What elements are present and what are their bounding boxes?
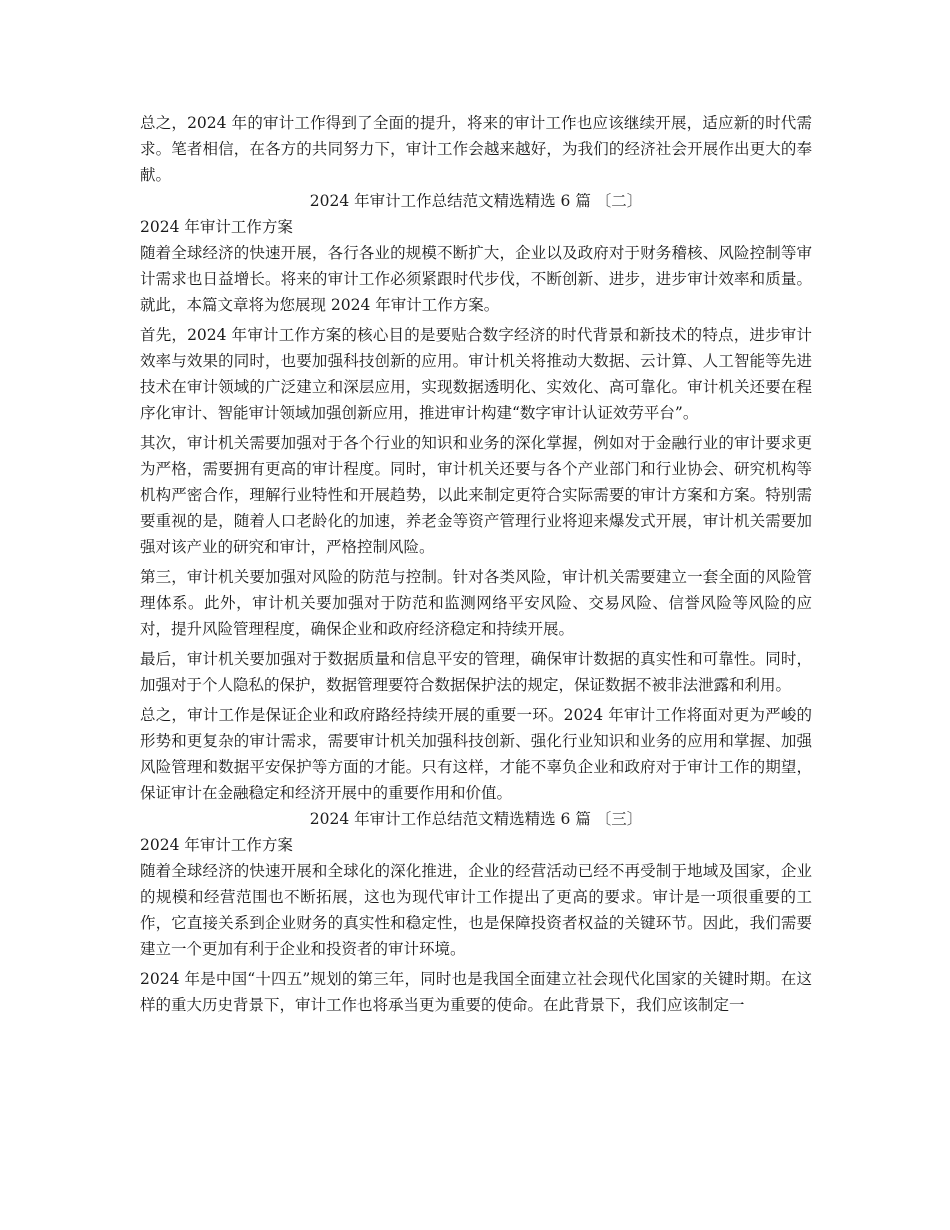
section-subheading: 2024 年审计工作方案: [140, 836, 293, 854]
paragraph: 其次，审计机关需要加强对于各个行业的知识和业务的深化掌握，例如对于金融行业的审计要求更为严格，需要拥有更高的审计程度。同时，审计机关还要与各个产业部门和行业协会、研究机构等机构严密合作，理解行业特性和开展趋势，以此来制定更符合实际需要的审计方案和方案。特别需要重视的是，随着人口老龄化的加速，养老金等资产管理行业将迎来爆发式开展，审计机关需要加强对该产业的研究和审计，严格控制风险。: [140, 434, 812, 556]
paragraph: 首先，2024 年审计工作方案的核心目的是要贴合数字经济的时代背景和新技术的特点，进步审计效率与效果的同时，也要加强科技创新的应用。审计机关将推动大数据、云计算、人工智能等先进技术在审计领域的广泛建立和深层应用，实现数据透明化、实效化、高可靠化。审计机关还要在程序化审计、智能审计领域加强创新应用，推进审计构建“数字审计认证效劳平台”。: [140, 326, 812, 422]
paragraph: 总之，审计工作是保证企业和政府路经持续开展的重要一环。2024 年审计工作将面对更为严峻的形势和更复杂的审计需求，需要审计机关加强科技创新、强化行业知识和业务的应用和掌握、加强风险管理和数据平安保护等方面的才能。只有这样，才能不辜负企业和政府对于审计工作的期望，保证审计在金融稳定和经济开展中的重要作用和价值。: [140, 706, 812, 802]
paragraph: 总之，2024 年的审计工作得到了全面的提升，将来的审计工作也应该继续开展，适应新的时代需求。笔者相信，在各方的共同努力下，审计工作会越来越好，为我们的经济社会开展作出更大的奉献。: [140, 114, 812, 184]
paragraph: 第三，审计机关要加强对风险的防范与控制。针对各类风险，审计机关需要建立一套全面的风险管理体系。此外，审计机关要加强对于防范和监测网络平安风险、交易风险、信誉风险等风险的应对，提升风险管理程度，确保企业和政府经济稳定和持续开展。: [140, 568, 812, 638]
section-subheading: 2024 年审计工作方案: [140, 218, 293, 236]
paragraph: 最后，审计机关要加强对于数据质量和信息平安的管理，确保审计数据的真实性和可靠性。同时，加强对于个人隐私的保护，数据管理要符合数据保护法的规定，保证数据不被非法泄露和利用。: [140, 650, 812, 694]
paragraph: 2024 年是中国“十四五”规划的第三年，同时也是我国全面建立社会现代化国家的关键时期。在这样的重大历史背景下，审计工作也将承当更为重要的使命。在此背景下，我们应该制定一: [140, 970, 812, 1014]
section-heading: 2024 年审计工作总结范文精选精选 6 篇 〔二〕: [309, 192, 643, 210]
paragraph: 随着全球经济的快速开展和全球化的深化推进，企业的经营活动已经不再受制于地域及国家，企业的规模和经营范围也不断拓展，这也为现代审计工作提出了更高的要求。审计是一项很重要的工作，它直接关系到企业财务的真实性和稳定性，也是保障投资者权益的关键环节。因此，我们需要建立一个更加有利于企业和投资者的审计环境。: [140, 862, 812, 958]
section-heading: 2024 年审计工作总结范文精选精选 6 篇 〔三〕: [309, 810, 643, 828]
paragraph: 随着全球经济的快速开展，各行各业的规模不断扩大，企业以及政府对于财务稽核、风险控制等审计需求也日益增长。将来的审计工作必须紧跟时代步伐，不断创新、进步，进步审计效率和质量。就此，本篇文章将为您展现 2024 年审计工作方案。: [140, 244, 812, 314]
